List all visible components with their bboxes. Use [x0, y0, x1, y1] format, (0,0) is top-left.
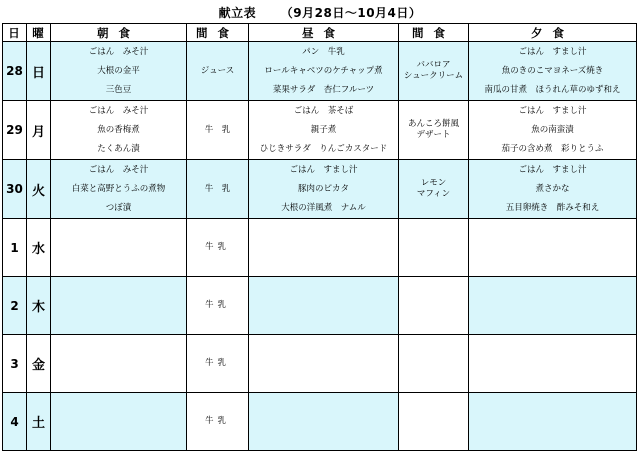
menu-item: 魚の香梅煮 — [97, 124, 140, 135]
menu-item: 魚のきのこマヨネーズ焼き — [501, 65, 604, 76]
date-range: （9月28日～10月4日） — [280, 6, 422, 20]
menu-item: あんころ餅風 — [407, 119, 459, 129]
weekday: 木 — [27, 277, 51, 335]
menu-item: ごはん 茶そば — [293, 105, 354, 116]
snack-pm-cell — [399, 393, 469, 451]
breakfast-cell — [51, 101, 187, 160]
menu-item: シュークリーム — [403, 71, 464, 81]
menu-item: 菜果サラダ 杏仁フルーツ — [272, 84, 375, 95]
day-number: 2 — [3, 277, 27, 335]
page-title — [0, 4, 640, 21]
day-number: 30 — [3, 160, 27, 219]
table-row — [3, 219, 637, 277]
menu-item: 豚肉のピカタ — [297, 183, 349, 194]
weekday: 日 — [27, 42, 51, 101]
header-snack-am: 間食 — [187, 24, 249, 42]
dinner-cell — [469, 160, 637, 219]
menu-item: 大根の洋風煮 ナムル — [281, 202, 366, 213]
weekday: 水 — [27, 219, 51, 277]
menu-item: 牛 乳 — [204, 183, 231, 194]
dinner-cell — [469, 219, 637, 277]
menu-item: ごはん すまし汁 — [518, 46, 587, 57]
header-dinner: 夕食 — [469, 24, 637, 42]
weekday: 金 — [27, 335, 51, 393]
menu-item: 牛乳 — [204, 242, 230, 252]
day-number: 1 — [3, 219, 27, 277]
table-row — [3, 393, 637, 451]
menu-item: 五目卵焼き 酢みそ和え — [505, 202, 600, 213]
menu-item: 牛乳 — [204, 416, 230, 426]
header-day: 日 — [3, 24, 27, 42]
lunch-cell — [249, 219, 399, 277]
menu-item: デザート — [416, 130, 451, 140]
day-number: 4 — [3, 393, 27, 451]
menu-item: 南瓜の甘煮 ほうれん草のゆず和え — [484, 84, 621, 95]
snack-pm-cell — [399, 277, 469, 335]
snack-am-cell — [187, 160, 249, 219]
menu-item: 牛 乳 — [204, 124, 231, 135]
breakfast-cell — [51, 160, 187, 219]
lunch-cell — [249, 393, 399, 451]
snack-pm-cell — [399, 219, 469, 277]
dinner-cell — [469, 42, 637, 101]
dinner-cell — [469, 101, 637, 160]
table-row — [3, 335, 637, 393]
menu-item: つぼ漬 — [105, 202, 132, 213]
menu-item: 茄子の含め煮 彩りとうふ — [501, 143, 604, 154]
day-number: 29 — [3, 101, 27, 160]
menu-item: ごはん すまし汁 — [518, 164, 587, 175]
table-row — [3, 160, 637, 219]
header-lunch: 昼食 — [249, 24, 399, 42]
weekday: 火 — [27, 160, 51, 219]
menu-item: パン 牛乳 — [302, 46, 345, 57]
menu-item: ごはん みそ汁 — [88, 105, 149, 116]
table-row — [3, 42, 637, 101]
header-row — [3, 24, 637, 42]
menu-item: 煮さかな — [535, 183, 570, 194]
snack-pm-cell — [399, 335, 469, 393]
breakfast-cell — [51, 277, 187, 335]
menu-item: 三色豆 — [105, 84, 132, 95]
menu-item: ババロア — [416, 60, 451, 70]
table-row — [3, 101, 637, 160]
menu-item: ロールキャベツのケチャップ煮 — [264, 65, 383, 76]
snack-pm-cell — [399, 101, 469, 160]
lunch-cell — [249, 335, 399, 393]
snack-am-cell — [187, 42, 249, 101]
menu-item: 白菜と高野とうふの煮物 — [71, 183, 166, 194]
menu-item: ごはん すまし汁 — [289, 164, 358, 175]
day-number: 3 — [3, 335, 27, 393]
snack-am-cell — [187, 219, 249, 277]
lunch-cell — [249, 160, 399, 219]
lunch-cell — [249, 277, 399, 335]
menu-item: 牛乳 — [204, 300, 230, 310]
breakfast-cell — [51, 335, 187, 393]
snack-am-cell — [187, 393, 249, 451]
dinner-cell — [469, 277, 637, 335]
snack-am-cell — [187, 335, 249, 393]
menu-item: 大根の金平 — [97, 65, 140, 76]
header-breakfast: 朝食 — [51, 24, 187, 42]
breakfast-cell — [51, 393, 187, 451]
header-snack-pm: 間食 — [399, 24, 469, 42]
menu-item: 親子煮 — [310, 124, 337, 135]
dinner-cell — [469, 393, 637, 451]
weekday: 土 — [27, 393, 51, 451]
menu-item: ひじきサラダ りんごカスタード — [259, 143, 388, 154]
menu-item: 魚の南蛮漬 — [531, 124, 574, 135]
menu-item: ごはん みそ汁 — [88, 164, 149, 175]
menu-item: ごはん みそ汁 — [88, 46, 149, 57]
title-text: 献立表 — [218, 6, 257, 20]
lunch-cell — [249, 42, 399, 101]
snack-pm-cell — [399, 160, 469, 219]
menu-table — [2, 23, 637, 451]
menu-item: ごはん すまし汁 — [518, 105, 587, 116]
snack-am-cell — [187, 277, 249, 335]
menu-item: 牛乳 — [204, 358, 230, 368]
menu-item: マフィン — [416, 189, 451, 199]
breakfast-cell — [51, 42, 187, 101]
table-row — [3, 277, 637, 335]
snack-pm-cell — [399, 42, 469, 101]
snack-am-cell — [187, 101, 249, 160]
lunch-cell — [249, 101, 399, 160]
menu-item: ジュース — [200, 65, 235, 76]
menu-item: たくあん漬 — [97, 143, 140, 154]
menu-item: レモン — [420, 178, 447, 188]
breakfast-cell — [51, 219, 187, 277]
weekday: 月 — [27, 101, 51, 160]
day-number: 28 — [3, 42, 27, 101]
dinner-cell — [469, 335, 637, 393]
header-weekday: 曜 — [27, 24, 51, 42]
